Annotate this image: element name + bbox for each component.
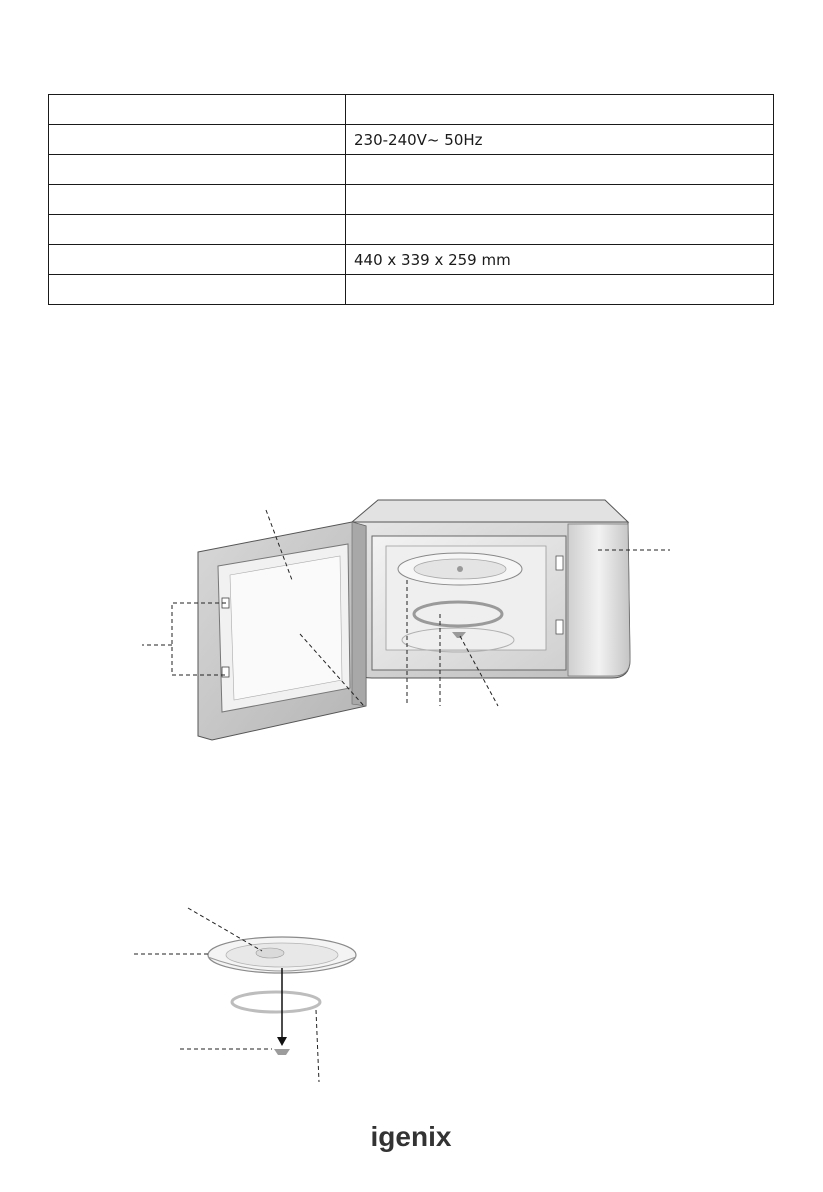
- table-row: [49, 215, 774, 245]
- spec-value: [346, 275, 774, 305]
- door-lock-slot: [556, 620, 563, 634]
- table-row: [49, 125, 774, 155]
- spec-label: [49, 125, 346, 155]
- brand-logo-text: igenix: [370, 1121, 452, 1152]
- spec-value: [346, 95, 774, 125]
- coupler: [274, 1049, 290, 1055]
- table-row: [49, 95, 774, 125]
- control-panel: [568, 524, 630, 676]
- spec-label: [49, 155, 346, 185]
- spec-label: [49, 95, 346, 125]
- turntable-assembly-diagram: [0, 900, 823, 1090]
- spec-value: 230-240V~ 50Hz: [346, 125, 774, 155]
- table-row: [49, 155, 774, 185]
- roller-ring: [232, 992, 320, 1012]
- spec-value: [346, 215, 774, 245]
- specification-table: [48, 94, 774, 305]
- spec-label: [49, 275, 346, 305]
- brand-logo: [366, 1118, 456, 1158]
- spec-label: [49, 215, 346, 245]
- spec-label: [49, 245, 346, 275]
- spec-value: 440 x 339 x 259 mm: [346, 245, 774, 275]
- spec-value: [346, 185, 774, 215]
- door-lock-slot: [556, 556, 563, 570]
- microwave-parts-diagram: [0, 490, 823, 750]
- table-row: [49, 275, 774, 305]
- spec-label: [49, 185, 346, 215]
- table-row: [49, 185, 774, 215]
- spec-value: [346, 155, 774, 185]
- arrow-head-icon: [277, 1037, 287, 1046]
- callout-lines: [134, 908, 319, 1082]
- cabinet-top: [352, 500, 628, 522]
- table-row: [49, 245, 774, 275]
